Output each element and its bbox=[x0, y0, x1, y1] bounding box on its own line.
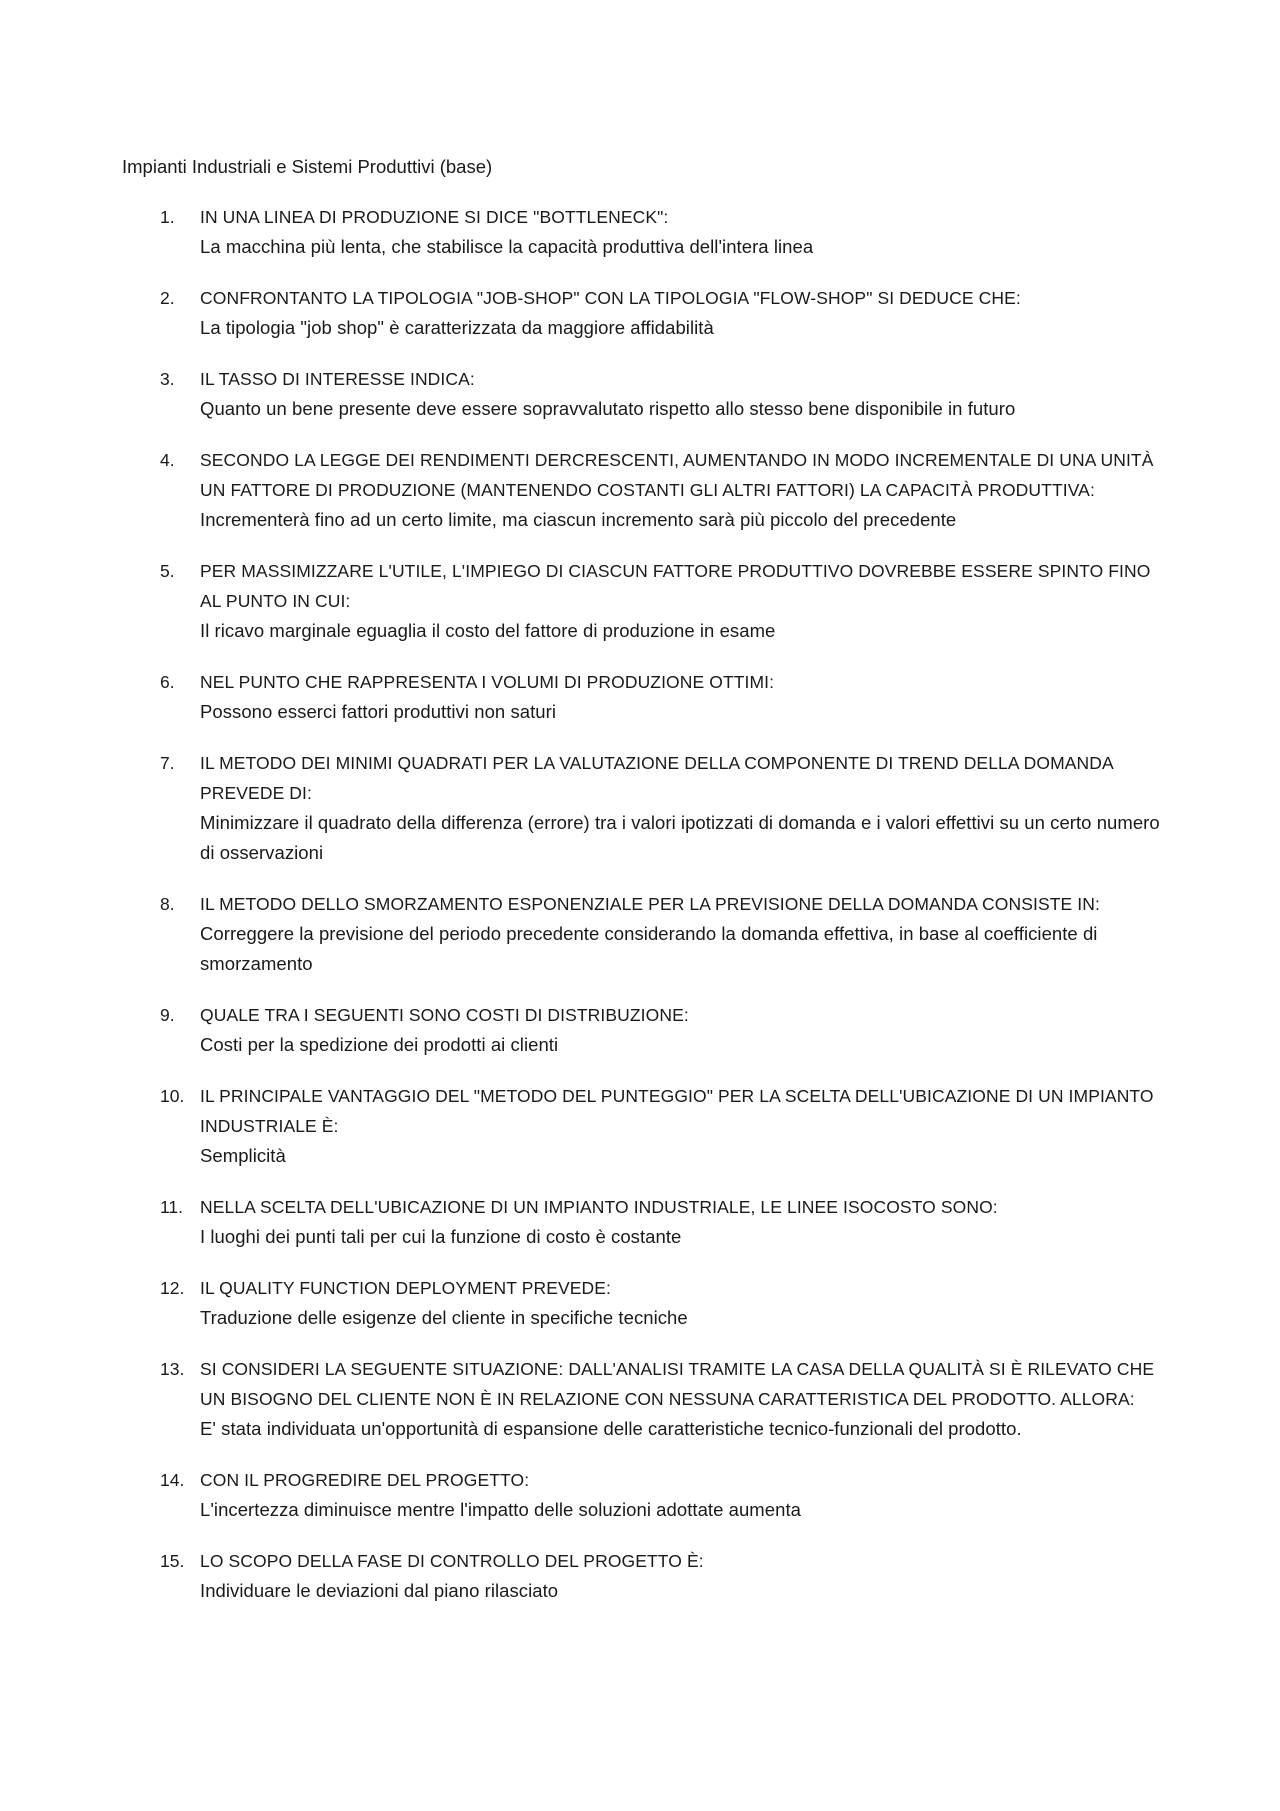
document-page bbox=[122, 154, 1162, 1627]
list-item bbox=[122, 1465, 1162, 1525]
answer-text: La macchina più lenta, che stabilisce la capacità produttiva dell'intera linea bbox=[200, 236, 814, 257]
question-text: CONFRONTANTO LA TIPOLOGIA "JOB-SHOP" CON LA TIPOLOGIA "FLOW-SHOP" SI DEDUCE CHE: bbox=[200, 288, 1021, 308]
answer-text: Il ricavo marginale eguaglia il costo del fattore di produzione in esame bbox=[200, 620, 776, 641]
question-text: IL METODO DEI MINIMI QUADRATI PER LA VALUTAZIONE DELLA COMPONENTE DI TREND DELLA DOMANDA PREVEDE DI: bbox=[200, 753, 1113, 803]
list-item bbox=[122, 748, 1162, 868]
answer-text: L'incertezza diminuisce mentre l'impatto delle soluzioni adottate aumenta bbox=[200, 1499, 801, 1520]
item-number: 11. bbox=[160, 1197, 184, 1217]
item-number: 2. bbox=[160, 288, 175, 308]
list-item bbox=[122, 283, 1162, 343]
answer-text: Correggere la previsione del periodo precedente considerando la domanda effettiva, in base al coefficiente di smorzamento bbox=[200, 923, 1098, 974]
question-text: SI CONSIDERI LA SEGUENTE SITUAZIONE: DALL'ANALISI TRAMITE LA CASA DELLA QUALITÀ SI È RILEVATO CHE UN BISOGNO DEL CLIENTE NON È IN RELAZIONE CON NESSUNA CARATTERISTICA DEL PRODOTTO. ALLORA: bbox=[200, 1359, 1155, 1409]
list-item bbox=[122, 1192, 1162, 1252]
list-item bbox=[122, 1273, 1162, 1333]
item-number: 5. bbox=[160, 561, 175, 581]
answer-text: Individuare le deviazioni dal piano rilasciato bbox=[200, 1580, 559, 1601]
question-text: PER MASSIMIZZARE L'UTILE, L'IMPIEGO DI CIASCUN FATTORE PRODUTTIVO DOVREBBE ESSERE SPINTO FINO AL PUNTO IN CUI: bbox=[200, 561, 1151, 611]
answer-text: Costi per la spedizione dei prodotti ai clienti bbox=[200, 1034, 559, 1055]
question-text: LO SCOPO DELLA FASE DI CONTROLLO DEL PROGETTO È: bbox=[200, 1551, 704, 1571]
question-text: IL PRINCIPALE VANTAGGIO DEL "METODO DEL PUNTEGGIO" PER LA SCELTA DELL'UBICAZIONE DI UN IMPIANTO INDUSTRIALE È: bbox=[200, 1086, 1154, 1136]
item-number: 15. bbox=[160, 1551, 185, 1571]
answer-text: Semplicità bbox=[200, 1145, 286, 1166]
item-number: 7. bbox=[160, 753, 175, 773]
answer-text: Quanto un bene presente deve essere sopravvalutato rispetto allo stesso bene disponibile in futuro bbox=[200, 398, 1016, 419]
list-item bbox=[122, 556, 1162, 646]
question-text: IL QUALITY FUNCTION DEPLOYMENT PREVEDE: bbox=[200, 1278, 612, 1298]
answer-text: Minimizzare il quadrato della differenza (errore) tra i valori ipotizzati di domanda e i valori effettivi su un certo numero di osservazioni bbox=[200, 812, 1160, 863]
list-item bbox=[122, 1000, 1162, 1060]
list-item bbox=[122, 1354, 1162, 1444]
question-text: IL METODO DELLO SMORZAMENTO ESPONENZIALE PER LA PREVISIONE DELLA DOMANDA CONSISTE IN: bbox=[200, 894, 1100, 914]
list-item bbox=[122, 1546, 1162, 1606]
list-item bbox=[122, 364, 1162, 424]
item-number: 12. bbox=[160, 1278, 185, 1298]
list-item bbox=[122, 445, 1162, 535]
question-text: IL TASSO DI INTERESSE INDICA: bbox=[200, 369, 475, 389]
question-text: IN UNA LINEA DI PRODUZIONE SI DICE "BOTTLENECK": bbox=[200, 207, 669, 227]
question-text: CON IL PROGREDIRE DEL PROGETTO: bbox=[200, 1470, 530, 1490]
item-number: 6. bbox=[160, 672, 175, 692]
answer-text: Incrementerà fino ad un certo limite, ma ciascun incremento sarà più piccolo del precedente bbox=[200, 509, 957, 530]
item-number: 1. bbox=[160, 207, 175, 227]
question-text: QUALE TRA I SEGUENTI SONO COSTI DI DISTRIBUZIONE: bbox=[200, 1005, 689, 1025]
answer-text: E' stata individuata un'opportunità di espansione delle caratteristiche tecnico-funzionali del prodotto. bbox=[200, 1418, 1022, 1439]
item-number: 14. bbox=[160, 1470, 185, 1490]
item-number: 4. bbox=[160, 450, 175, 470]
item-number: 10. bbox=[160, 1086, 185, 1106]
question-text: NEL PUNTO CHE RAPPRESENTA I VOLUMI DI PRODUZIONE OTTIMI: bbox=[200, 672, 775, 692]
list-item bbox=[122, 889, 1162, 979]
question-text: SECONDO LA LEGGE DEI RENDIMENTI DERCRESCENTI, AUMENTANDO IN MODO INCREMENTALE DI UNA UNITÀ UN FATTORE DI PRODUZIONE (MANTENENDO COSTANTI GLI ALTRI FATTORI) LA CAPACITÀ PRODUTTIVA: bbox=[200, 450, 1154, 500]
list-item bbox=[122, 202, 1162, 262]
list-item bbox=[122, 1081, 1162, 1171]
answer-text: Possono esserci fattori produttivi non saturi bbox=[200, 701, 556, 722]
question-text: NELLA SCELTA DELL'UBICAZIONE DI UN IMPIANTO INDUSTRIALE, LE LINEE ISOCOSTO SONO: bbox=[200, 1197, 998, 1217]
item-number: 13. bbox=[160, 1359, 185, 1379]
item-number: 8. bbox=[160, 894, 175, 914]
question-list bbox=[122, 202, 1162, 1606]
list-item bbox=[122, 667, 1162, 727]
answer-text: I luoghi dei punti tali per cui la funzione di costo è costante bbox=[200, 1226, 682, 1247]
document-title: Impianti Industriali e Sistemi Produttivi (base) bbox=[122, 156, 493, 177]
item-number: 9. bbox=[160, 1005, 175, 1025]
item-number: 3. bbox=[160, 369, 175, 389]
answer-text: Traduzione delle esigenze del cliente in specifiche tecniche bbox=[200, 1307, 688, 1328]
answer-text: La tipologia "job shop" è caratterizzata da maggiore affidabilità bbox=[200, 317, 714, 338]
